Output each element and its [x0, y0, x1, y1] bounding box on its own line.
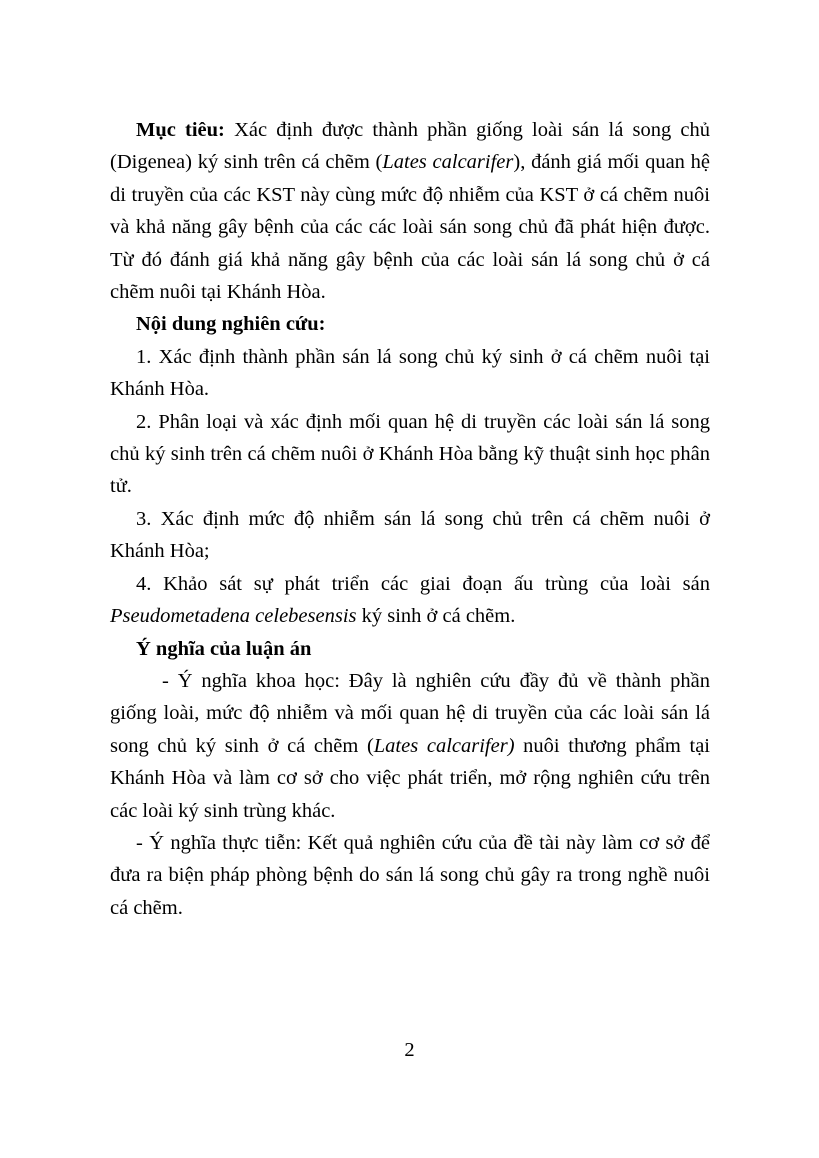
significance-science [110, 665, 710, 827]
page-number: 2 [404, 1039, 415, 1061]
content-item-4-text-b: ký sinh ở cá chẽm. [356, 605, 516, 628]
significance-heading: Ý nghĩa của luận án [136, 637, 312, 660]
objective-paragraph [110, 114, 710, 308]
significance-science-species: Lates calcarifer) [373, 734, 515, 757]
significance-science-text-b: nuôi thương phẩm tại Khánh Hòa và làm cơ sở cho việc phát triển, mở rộng nghiên cứu trên các loài ký sinh trùng khác. [110, 734, 710, 822]
content-item-4-species: Pseudometadena celebesensis [110, 605, 357, 628]
content-item-2: 2. Phân loại và xác định mối quan hệ di truyền các loài sán lá song chủ ký sinh trên cá chẽm nuôi ở Khánh Hòa bằng kỹ thuật sinh học phân tử. [110, 410, 710, 498]
objective-label: Mục tiêu: [136, 119, 225, 141]
significance-science-text-a: - Ý nghĩa khoa học: Đây là nghiên cứu đầy đủ về thành phần giống loài, mức độ nhiễm và mối quan hệ di truyền của các loài sán lá song chủ ký sinh ở cá chẽm ( [110, 669, 710, 757]
content-item-1: 1. Xác định thành phần sán lá song chủ ký sinh ở cá chẽm nuôi tại Khánh Hòa. [110, 345, 710, 401]
objective-text-2: ), đánh giá mối quan hệ di truyền của các KST này cùng mức độ nhiễm của KST ở cá chẽm nuôi và khả năng gây bệnh của các các loài sán song chủ đã phát hiện được. Từ đó đánh giá khả năng gây bệnh của các loài sán lá song chủ ở cá chẽm nuôi tại Khánh Hòa. [110, 151, 711, 304]
content-item-4 [110, 568, 710, 633]
document-body [110, 114, 710, 924]
significance-practice: - Ý nghĩa thực tiễn: Kết quả nghiên cứu của đề tài này làm cơ sở để đưa ra biện pháp phòng bệnh do sán lá song chủ gây ra trong nghề nuôi cá chẽm. [110, 831, 710, 919]
content-heading: Nội dung nghiên cứu: [136, 313, 326, 336]
content-item-4-text-a: 4. Khảo sát sự phát triển các giai đoạn ấu trùng của loài sán [136, 572, 710, 595]
objective-text-1: Xác định được thành phần giống loài sán lá song chủ (Digenea) ký sinh trên cá chẽm ( [110, 119, 710, 174]
content-item-3: 3. Xác định mức độ nhiễm sán lá song chủ trên cá chẽm nuôi ở Khánh Hòa; [110, 507, 710, 563]
objective-species: Lates calcarifer [382, 151, 514, 174]
